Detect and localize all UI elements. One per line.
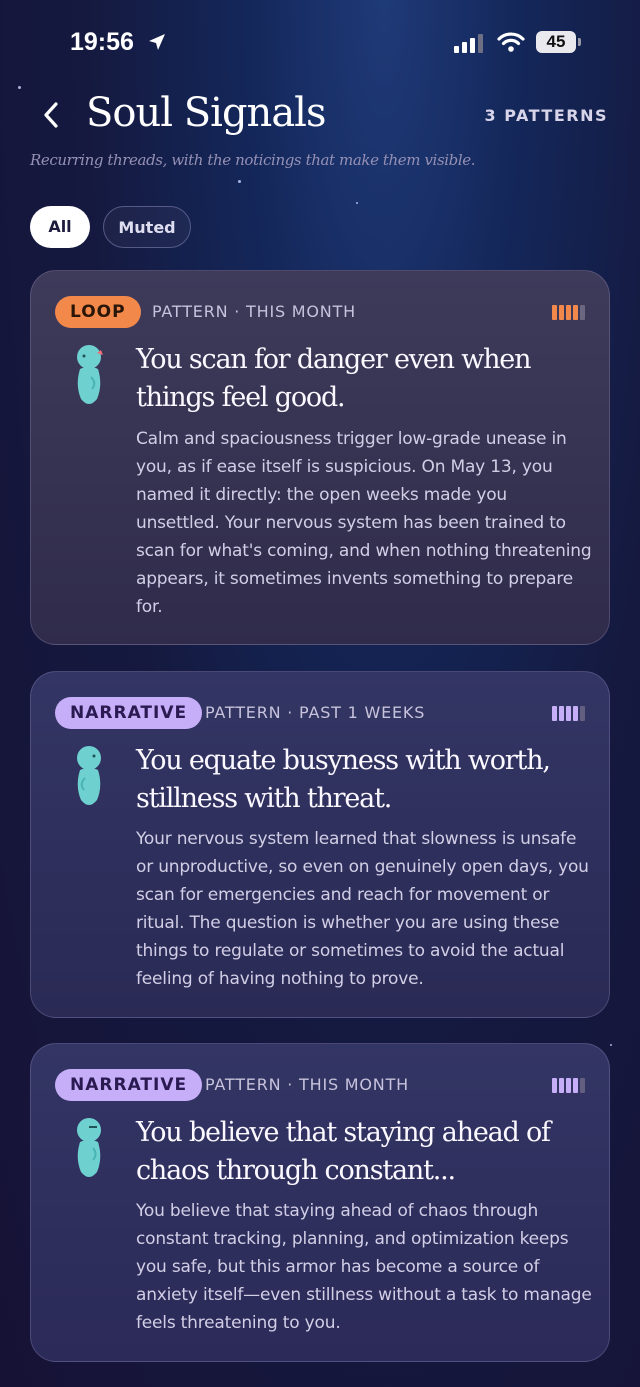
intensity-bar	[566, 1078, 571, 1093]
intensity-bar	[573, 706, 578, 721]
pattern-count: 3 PATTERNS	[484, 106, 608, 125]
intensity-bar	[559, 706, 564, 721]
intensity-bar	[573, 1078, 578, 1093]
intensity-bar	[552, 305, 557, 320]
cellular-signal-icon	[454, 33, 486, 57]
intensity-bar	[559, 305, 564, 320]
intensity-bar	[573, 305, 578, 320]
battery-level: 45	[536, 31, 576, 53]
filter-chip-muted[interactable]: Muted	[103, 206, 191, 248]
pattern-meta: PATTERN · THIS MONTH	[152, 302, 356, 321]
battery-tip	[578, 38, 581, 46]
background-star	[356, 202, 358, 204]
pattern-title: You equate busyness with worth, stillness with threat.	[136, 745, 550, 814]
pattern-meta: PATTERN · THIS MONTH	[205, 1075, 409, 1094]
intensity-bar	[559, 1078, 564, 1093]
pattern-type-tag: LOOP	[55, 296, 141, 328]
intensity-bar	[552, 706, 557, 721]
status-time: 19:56	[70, 28, 134, 56]
intensity-bar	[580, 706, 585, 721]
page-subtitle: Recurring threads, with the noticings that make them visible.	[30, 151, 476, 169]
background-star	[610, 1044, 612, 1046]
intensity-bar	[566, 305, 571, 320]
pattern-description: You believe that staying ahead of chaos through constant tracking, planning, and optimization keeps you safe, but this armor has become a source of anxiety itself—even stillness without a task to manage feels threatening to you.	[136, 1201, 592, 1333]
location-arrow-icon	[147, 32, 167, 56]
soul-figure-icon	[71, 341, 107, 415]
page-title: Soul Signals	[86, 90, 326, 136]
intensity-indicator	[550, 1078, 585, 1093]
intensity-bar	[580, 1078, 585, 1093]
pattern-title: You believe that staying ahead of chaos through constant...	[136, 1117, 550, 1186]
pattern-card[interactable]	[30, 1043, 610, 1362]
intensity-bar	[566, 706, 571, 721]
pattern-type-tag: NARRATIVE	[55, 697, 202, 729]
pattern-description: Calm and spaciousness trigger low-grade unease in you, as if ease itself is suspicious. On May 13, you named it directly: the open weeks made you unsettled. Your nervous system has been trained to scan for what's coming, and when nothing threatening appears, it sometimes invents something to prepare for.	[136, 429, 592, 617]
soul-figure-icon	[71, 742, 107, 816]
pattern-description: Your nervous system learned that slowness is unsafe or unproductive, so even on genuinely open days, you scan for emergencies and reach for movement or ritual. The question is whether you are using these things to regulate or sometimes to avoid the actual feeling of having nothing to prove.	[136, 829, 589, 989]
page-header	[0, 88, 640, 148]
chevron-left-icon[interactable]	[38, 100, 66, 130]
filter-chip-all[interactable]: All	[30, 206, 90, 248]
intensity-bar	[580, 305, 585, 320]
pattern-card[interactable]	[30, 270, 610, 645]
background-star	[238, 180, 241, 183]
intensity-indicator	[550, 305, 585, 320]
wifi-icon	[497, 31, 525, 57]
pattern-title: You scan for danger even when things feel good.	[136, 344, 531, 413]
intensity-indicator	[550, 706, 585, 721]
status-bar	[0, 24, 640, 64]
pattern-card[interactable]	[30, 671, 610, 1018]
pattern-meta: PATTERN · PAST 1 WEEKS	[205, 703, 426, 722]
pattern-type-tag: NARRATIVE	[55, 1069, 202, 1101]
soul-figure-icon	[71, 1114, 107, 1188]
intensity-bar	[552, 1078, 557, 1093]
